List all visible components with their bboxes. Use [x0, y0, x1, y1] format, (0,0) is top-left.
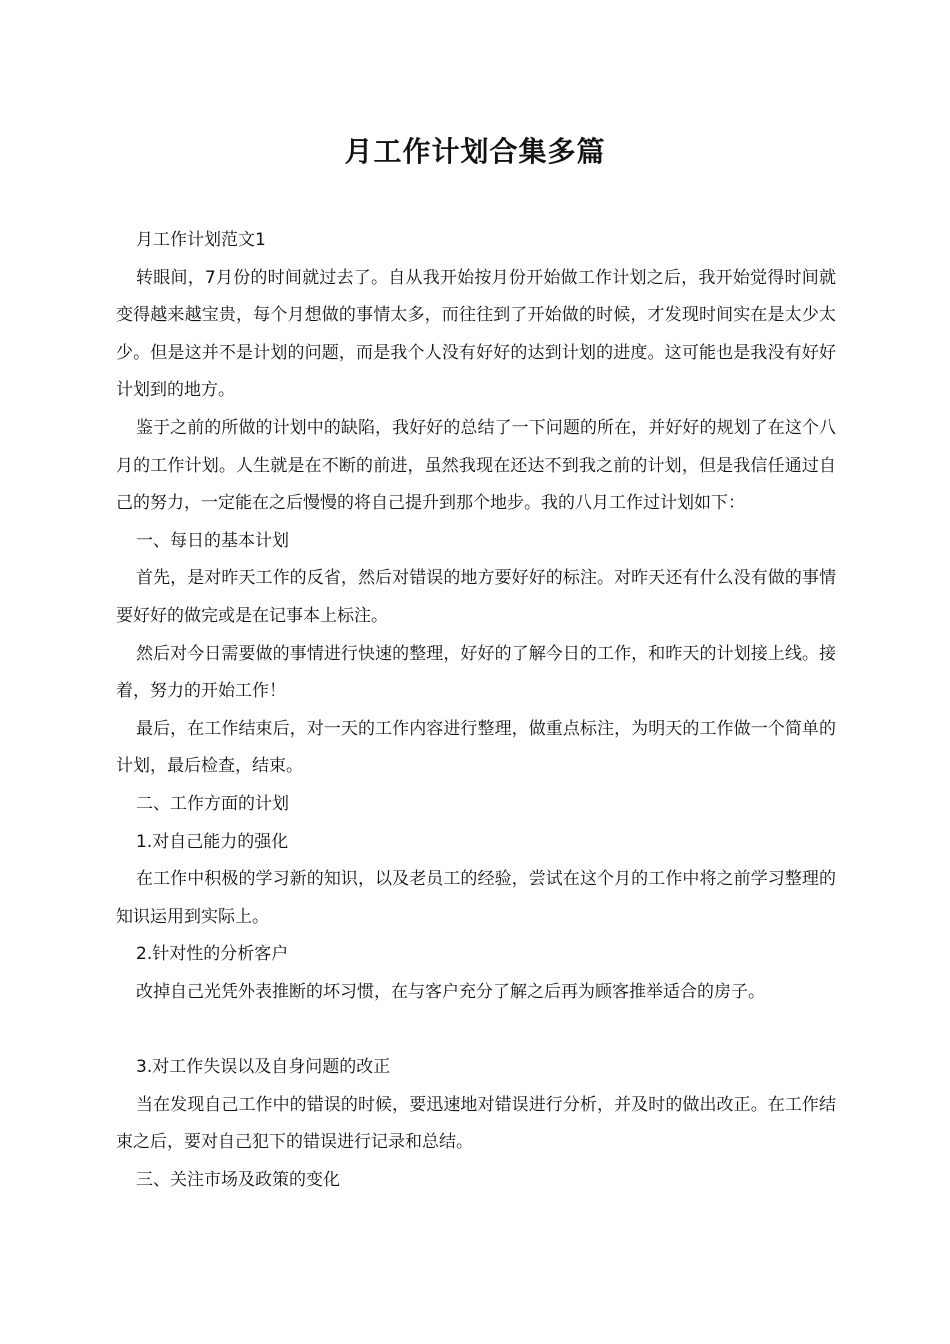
- paragraph: 改掉自己光凭外表推断的坏习惯，在与客户充分了解之后再为顾客推举适合的房子。: [136, 981, 765, 1002]
- paragraph: 当在发现自己工作中的错误的时候，要迅速地对错误进行分析，并及时的做出改正。在工作结束之后，要对自己犯下的错误进行记录和总结。: [116, 1094, 836, 1153]
- section-heading: 一、每日的基本计划: [136, 530, 289, 551]
- paragraph: 转眼间，7月份的时间就过去了。自从我开始按月份开始做工作计划之后，我开始觉得时间就变得越来越宝贵，每个月想做的事情太多，而往往到了开始做的时候，才发现时间实在是太少太少。但是这并不是计划的问题，而是我个人没有好好的达到计划的进度。这可能也是我没有好好计划到的地方。: [116, 267, 836, 401]
- blank-line: [116, 1011, 836, 1049]
- paragraph: 在工作中积极的学习新的知识，以及老员工的经验，尝试在这个月的工作中将之前学习整理的知识运用到实际上。: [116, 869, 836, 927]
- section-heading: 二、工作方面的计划: [136, 793, 289, 814]
- document-title: 月工作计划合集多篇: [344, 135, 606, 168]
- paragraph: 然后对今日需要做的事情进行快速的整理，好好的了解今日的工作，和昨天的计划接上线。接着，努力的开始工作！: [116, 643, 836, 702]
- document-body: [116, 222, 836, 1199]
- paragraph: 首先，是对昨天工作的反省，然后对错误的地方要好好的标注。对昨天还有什么没有做的事情要好好的做完或是在记事本上标注。: [116, 568, 836, 626]
- subsection-heading: 3.对工作失误以及自身问题的改正: [136, 1057, 391, 1078]
- subsection-heading: 2.针对性的分析客户: [136, 944, 289, 965]
- paragraph: 鉴于之前的所做的计划中的缺陷，我好好的总结了一下问题的所在，并好好的规划了在这个八月的工作计划。人生就是在不断的前进，虽然我现在还达不到我之前的计划，但是我信任通过自己的努力，一定能在之后慢慢的将自己提升到那个地步。我的八月工作过计划如下：: [116, 417, 836, 514]
- subsection-heading: 1.对自己能力的强化: [136, 831, 289, 852]
- section-heading: 月工作计划范文1: [136, 230, 266, 250]
- section-heading: 三、关注市场及政策的变化: [136, 1169, 340, 1190]
- paragraph: 最后，在工作结束后，对一天的工作内容进行整理，做重点标注，为明天的工作做一个简单的计划，最后检查，结束。: [116, 718, 836, 777]
